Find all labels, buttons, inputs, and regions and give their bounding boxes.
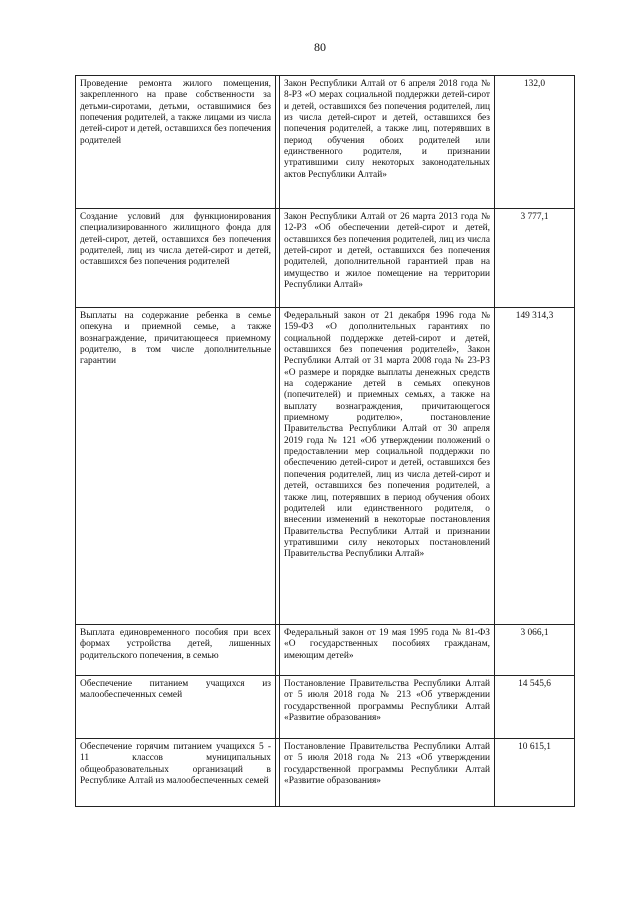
amount-cell: 3 066,1	[495, 625, 575, 676]
activity-cell: Проведение ремонта жилого помещения, закрепленного на праве собственности за детьми-сиротами, детьми, оставшимися без попечения родителей, а также лицами из числа детей-сирот и детей, оставшихся без попечения родителей	[76, 76, 276, 209]
amount-cell: 3 777,1	[495, 209, 575, 308]
legal-basis-cell: Постановление Правительства Республики Алтай от 5 июля 2018 года № 213 «Об утверждении государственной программы Республики Алтай «Развитие образования»	[280, 739, 495, 807]
activity-cell: Выплаты на содержание ребенка в семье опекуна и приемной семье, а также вознаграждение, причитающееся приемному родителю, в том числе дополнительные гарантии	[76, 308, 276, 625]
table-row	[76, 308, 575, 625]
legal-basis-cell: Закон Республики Алтай от 6 апреля 2018 года № 8-РЗ «О мерах социальной поддержки детей-сирот и детей, оставшихся без попечения родителей, лиц из числа детей-сирот и детей, оставшихся без попечения родителей, а также лиц, потерявших в период обучения обоих родителей или единственного родителя, и признании утратившими силу некоторых законодательных актов Республики Алтай»	[280, 76, 495, 209]
amount-cell: 14 545,6	[495, 676, 575, 739]
amount-cell: 149 314,3	[495, 308, 575, 625]
amount-cell: 132,0	[495, 76, 575, 209]
table-row	[76, 625, 575, 676]
table-row	[76, 76, 575, 209]
activity-cell: Выплата единовременного пособия при всех формах устройства детей, лишенных родительского попечения, в семью	[76, 625, 276, 676]
activity-cell: Создание условий для функционирования специализированного жилищного фонда для детей-сирот, детей, оставшихся без попечения родителей, лиц из числа детей-сирот и детей, оставшихся без попечения родителей	[76, 209, 276, 308]
amount-cell: 10 615,1	[495, 739, 575, 807]
table-row	[76, 209, 575, 308]
activity-cell: Обеспечение горячим питанием учащихся 5 - 11 классов муниципальных общеобразовательных организаций в Республике Алтай из малообеспеченных семей	[76, 739, 276, 807]
legal-basis-cell: Федеральный закон от 19 мая 1995 года № 81-ФЗ «О государственных пособиях гражданам, имеющим детей»	[280, 625, 495, 676]
page-number: 80	[314, 40, 326, 54]
legal-basis-cell: Закон Республики Алтай от 26 марта 2013 года № 12-РЗ «Об обеспечении детей-сирот и детей, оставшихся без попечения родителей, лиц из числа детей-сирот и детей, оставшихся без попечения родителей, дополнительной гарантией прав на имущество и жилое помещение на территории Республики Алтай»	[280, 209, 495, 308]
table-row	[76, 739, 575, 807]
budget-table	[75, 75, 575, 807]
table-row	[76, 676, 575, 739]
legal-basis-cell: Постановление Правительства Республики Алтай от 5 июля 2018 года № 213 «Об утверждении государственной программы Республики Алтай «Развитие образования»	[280, 676, 495, 739]
activity-cell: Обеспечение питанием учащихся из малообеспеченных семей	[76, 676, 276, 739]
legal-basis-cell: Федеральный закон от 21 декабря 1996 года № 159-ФЗ «О дополнительных гарантиях по социальной поддержке детей-сирот и детей, оставшихся без попечения родителей», Закон Республики Алтай от 31 марта 2008 года № 23-РЗ «О размере и порядке выплаты денежных средств на содержание детей в семьях опекунов (попечителей) и приемных семьях, а также на выплату вознаграждения, причитающегося приемному родителю», постановление Правительства Республики Алтай от 30 апреля 2019 года № 121 «Об утверждении положений о предоставлении мер социальной поддержки по обеспечению детей-сирот и детей, оставшихся без попечения родителей, лиц из числа детей-сирот и детей, оставшихся без попечения родителей, а также лиц, потерявших в период обучения обоих родителей или единственного родителя, о внесении изменений в некоторые постановления Правительства Республики Алтай и признании утратившими силу некоторых постановлений Правительства Республики Алтай»	[280, 308, 495, 625]
